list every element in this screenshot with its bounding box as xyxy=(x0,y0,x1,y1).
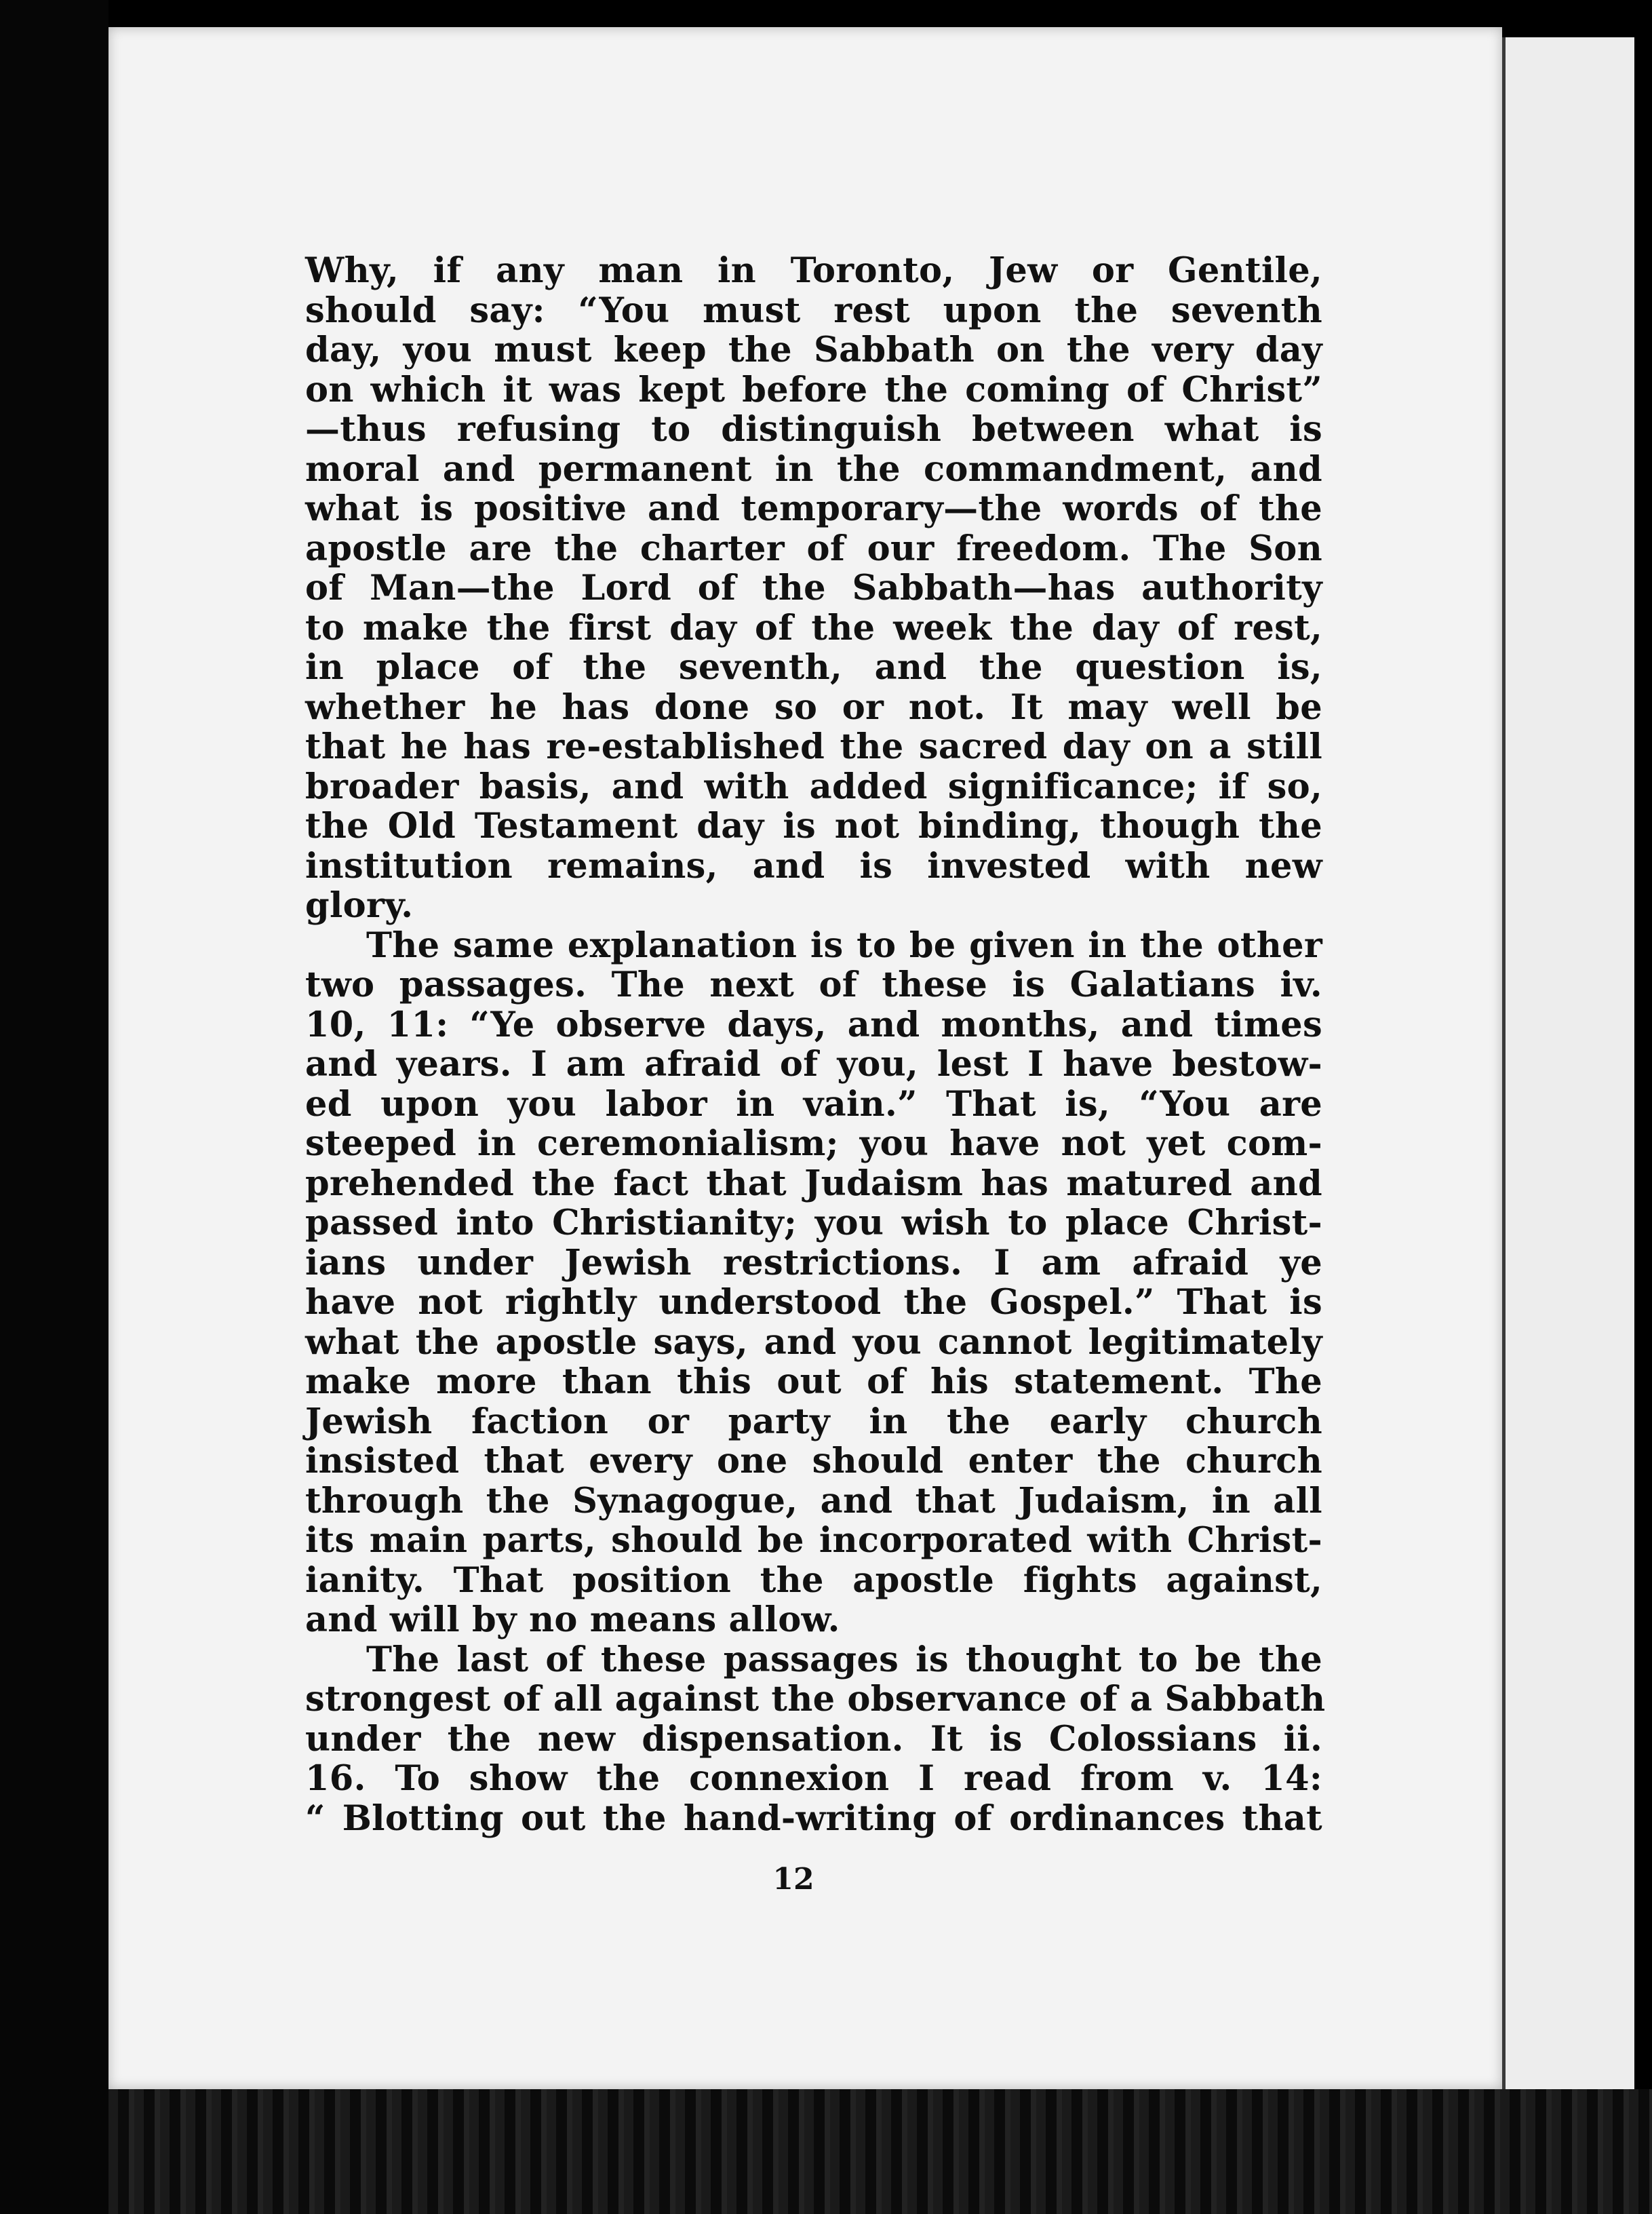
text-line: make more than this out of his statement. The xyxy=(305,1361,1322,1402)
text-line: The same explanation is to be given in the other xyxy=(366,925,1322,966)
text-line: ianity. That position the apostle fights against, xyxy=(305,1559,1322,1601)
text-line: that he has re-established the sacred day on a still xyxy=(305,726,1322,767)
text-line: 10, 11: “Ye observe days, and months, and times xyxy=(305,1004,1322,1045)
text-line: ed upon you labor in vain.” That is, “You are xyxy=(305,1083,1322,1125)
text-line: what the apostle says, and you cannot legitimately xyxy=(305,1321,1322,1363)
text-line: 16. To show the connexion I read from v. 14: xyxy=(305,1758,1322,1799)
facing-page-edge xyxy=(1502,37,1634,2099)
text-line: institution remains, and is invested with new xyxy=(305,845,1322,887)
text-line: passed into Christianity; you wish to place Christ- xyxy=(305,1203,1322,1243)
page-number: 12 xyxy=(772,1862,814,1897)
scan-background-left xyxy=(0,0,109,2214)
text-line: steeped in ceremonialism; you have not yet com- xyxy=(305,1123,1322,1164)
text-line: have not rightly understood the Gospel.” That is xyxy=(305,1282,1322,1323)
text-line: strongest of all against the observance of a Sabbath xyxy=(305,1679,1326,1720)
body-text xyxy=(305,250,1326,1839)
text-line: to make the first day of the week the day of rest, xyxy=(305,607,1322,648)
text-line: and years. I am afraid of you, lest I have bestow- xyxy=(305,1044,1322,1085)
text-line: —thus refusing to distinguish between what is xyxy=(305,409,1322,450)
text-line: The last of these passages is thought to be the xyxy=(366,1639,1322,1680)
text-line: apostle are the charter of our freedom. The Son xyxy=(305,528,1322,569)
text-line: moral and permanent in the commandment, and xyxy=(305,448,1322,490)
text-line: what is positive and temporary—the words of the xyxy=(305,488,1322,529)
text-line: through the Synagogue, and that Judaism, in all xyxy=(305,1480,1322,1521)
text-line: on which it was kept before the coming of Christ” xyxy=(305,369,1322,410)
text-line: broader basis, and with added significance; if so, xyxy=(305,766,1322,807)
text-line: Why, if any man in Toronto, Jew or Gentile, xyxy=(305,250,1322,291)
text-line: whether he has done so or not. It may well be xyxy=(305,686,1322,728)
text-line: under the new dispensation. It is Colossians ii. xyxy=(305,1718,1322,1760)
text-line: Jewish faction or party in the early church xyxy=(305,1401,1322,1442)
text-line: day, you must keep the Sabbath on the very day xyxy=(305,330,1322,370)
text-line: of Man—the Lord of the Sabbath—has authority xyxy=(305,568,1322,608)
text-line: ians under Jewish restrictions. I am afraid ye xyxy=(305,1242,1322,1283)
text-line: in place of the seventh, and the question is, xyxy=(305,647,1322,688)
text-line: two passages. The next of these is Galatians iv. xyxy=(305,965,1322,1005)
text-line: “ Blotting out the hand-writing of ordinances that xyxy=(305,1798,1322,1839)
text-line: insisted that every one should enter the church xyxy=(305,1441,1322,1481)
text-line: should say: “You must rest upon the seventh xyxy=(305,290,1322,331)
scan-background-bottom xyxy=(109,2089,1652,2214)
text-line: prehended the fact that Judaism has matured and xyxy=(305,1163,1322,1204)
text-line: its main parts, should be incorporated with Christ- xyxy=(305,1520,1322,1561)
text-line: the Old Testament day is not binding, though the xyxy=(305,806,1322,847)
text-line: glory. xyxy=(305,885,414,926)
text-line: and will by no means allow. xyxy=(305,1599,840,1640)
